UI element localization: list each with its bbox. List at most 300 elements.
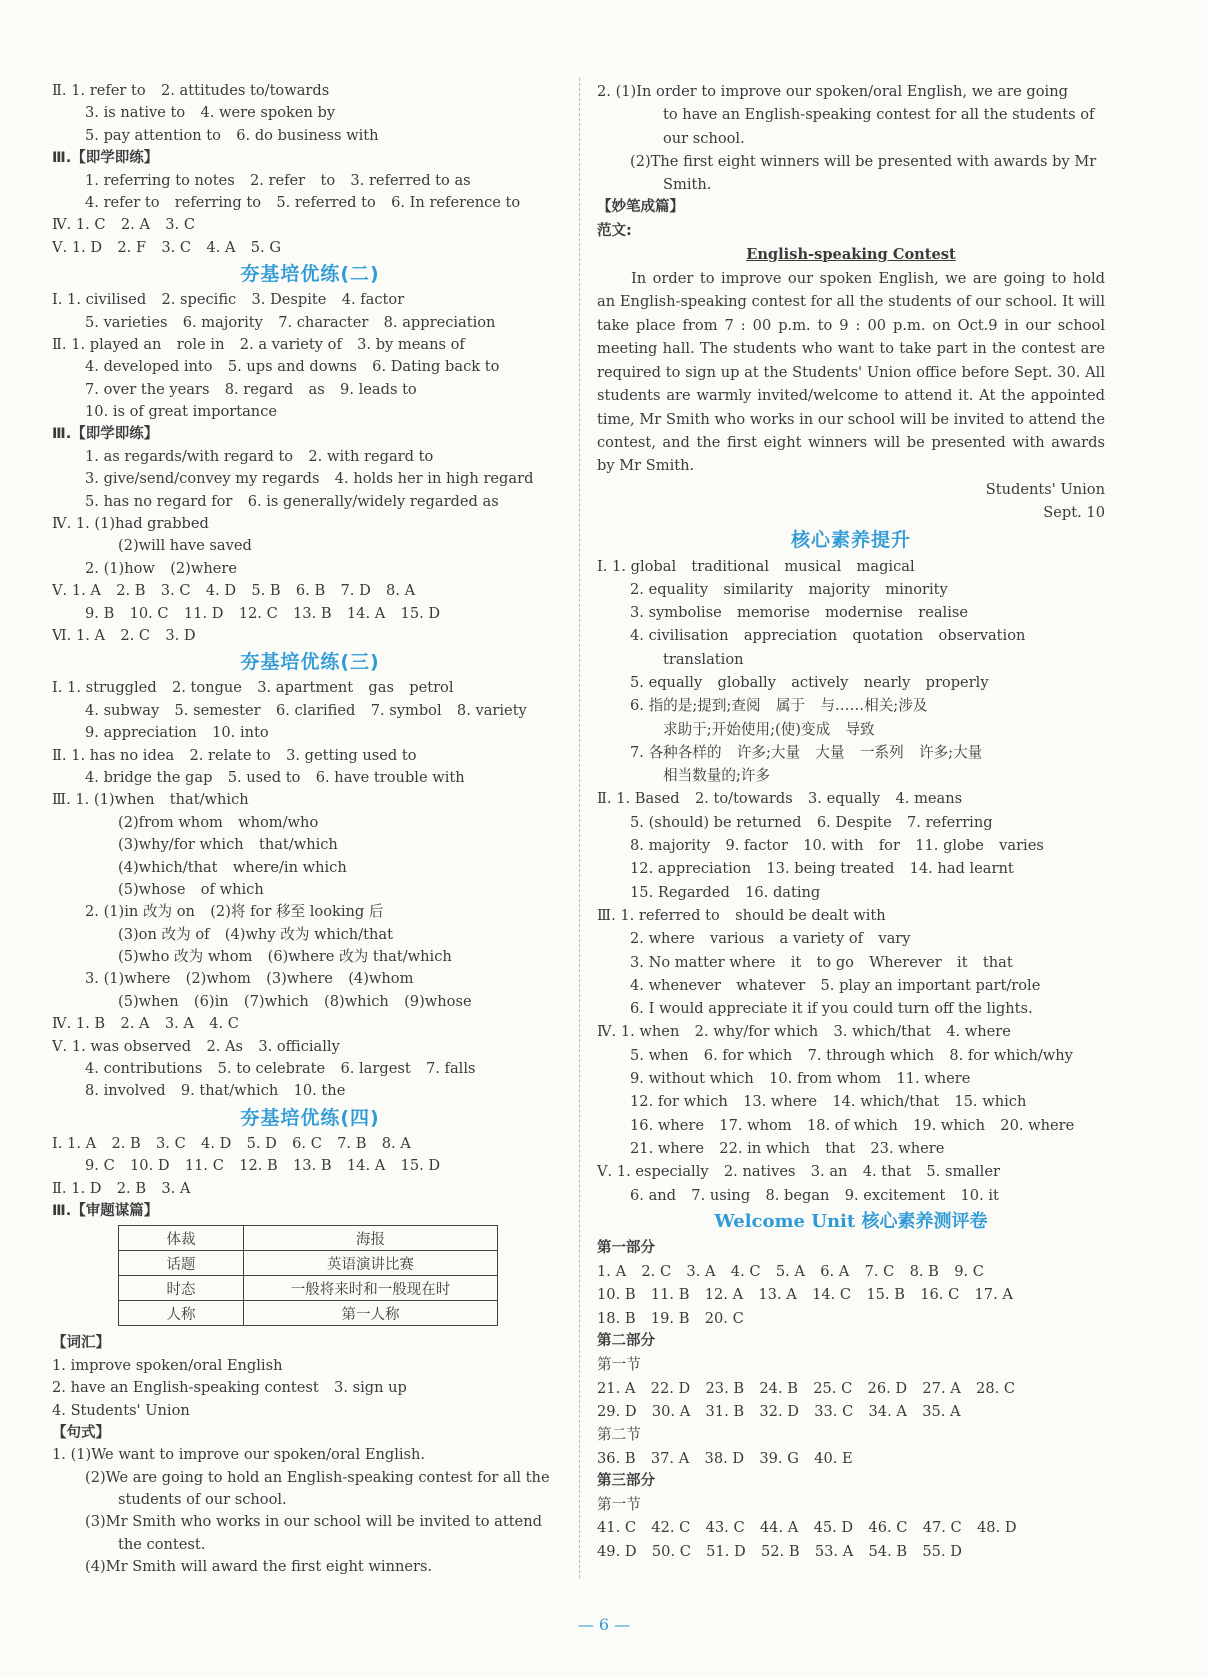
answer-text: 45. D [813,1519,854,1537]
answer-line [597,1447,1105,1470]
answer-text: 4. means [895,790,963,808]
answer-text: role in [176,335,225,353]
answer-text: 4. where [946,1023,1011,1041]
answer-text: 36. B [597,1449,636,1467]
answer-text: (5)when [118,992,179,1010]
answer-text: (2)The first eight winners will be presented with awards by Mr [630,152,1097,170]
answer-text: 18. of which [806,1116,898,1134]
answer-text: (4)which/that [118,858,218,876]
answer-text: 4. holds her in high regard [334,470,534,488]
answer-text: 许多;大量 [736,743,801,761]
answer-text: 4. refer to [85,193,160,211]
answer-text: 5. smaller [926,1163,1000,1181]
answer-text: 13. being treated [766,860,895,878]
answer-text: 20. C [704,1309,744,1327]
answer-text: 10. it [960,1186,999,1204]
answer-text: 26. D [867,1379,908,1397]
answer-text: 2. B [111,1134,141,1152]
answer-text: 9. B [85,604,115,622]
answer-text: 相当数量的;许多 [663,767,771,785]
answer-text: should be dealt with [735,906,886,924]
answer-text: Ⅰ. 1. A [52,1134,97,1152]
answer-text: properly [925,674,989,691]
answer-text: 4. were spoken by [200,104,336,122]
answer-text: 6. for which [703,1046,793,1064]
answer-line [597,694,1105,717]
answer-line [597,80,1105,103]
answer-line [52,603,568,625]
answer-line [597,1353,1105,1376]
answer-line [597,741,1105,764]
answer-text: 2. F [117,238,147,256]
answer-text: 7. over the years [85,380,210,398]
answer-text: 5. semester [174,701,261,719]
answer-text: as [308,380,325,398]
answer-line [52,558,568,580]
answer-text: 6. B [295,582,326,600]
answer-line [597,974,1105,997]
answer-line [597,173,1105,196]
answer-text: 第二部分 [597,1333,655,1350]
answer-line [52,1400,568,1422]
answer-text: 4. C [209,1015,239,1033]
answer-line [52,722,568,744]
answer-text: 5. varieties [85,313,168,331]
answer-text: 22. in which [719,1139,810,1157]
answer-line [52,812,568,834]
answer-text: 10. D [130,1157,170,1175]
answer-text: 6. do business with [236,126,379,144]
answer-text: 52. B [760,1542,800,1560]
answer-text: 5. G [250,238,281,256]
answer-line [52,125,568,147]
answer-text: 4. A [206,238,236,256]
answer-text: 6. and [630,1186,677,1204]
answer-text: 19. which [913,1116,986,1134]
answer-text: 6. A [820,1263,850,1281]
sub-heading [597,1470,1105,1493]
answer-text: that/which [169,791,249,809]
answer-text: 17. A [974,1286,1013,1304]
answer-line [597,624,1105,647]
answer-text: 2. C [120,626,151,644]
answer-text: 23. B [705,1379,745,1397]
essay-signature: Students' Union [985,480,1105,498]
answer-text: petrol [409,679,454,697]
answer-text: 2. relate to [189,746,271,764]
answer-text: (2)from whom [118,813,223,831]
answer-text: 4. factor [341,291,405,309]
answer-text: 23. where [870,1139,945,1157]
answer-text: 【词汇】 [52,1335,110,1352]
answer-text: 2. B [116,582,146,600]
answer-line [597,578,1105,601]
answer-text: Ⅳ. 1. B [52,1015,106,1033]
answer-text: 25. C [813,1379,853,1397]
sub-heading [597,1330,1105,1353]
answer-text: 6. C [292,1134,322,1152]
answer-line [52,1444,568,1466]
answer-text: 9. C [954,1263,984,1281]
answer-line [52,1155,568,1177]
answer-text: 3. officially [258,1037,340,1055]
answer-text: 2. refer [249,171,306,189]
answer-line [52,1178,568,1200]
answer-text: that/which [258,836,338,854]
answer-text: 14. A [346,604,386,622]
answer-line [52,214,568,236]
essay-date: Sept. 10 [1043,504,1105,522]
answer-line [597,764,1105,787]
answer-text: 12. appreciation [630,860,752,878]
answer-text: 14. A [346,1157,386,1175]
answer-text: 8. majority [630,837,711,855]
answer-text: 7. character [278,313,369,331]
answer-text: 2. tongue [171,679,242,697]
answer-text: referring to [174,193,262,211]
answer-text: 4. D [201,1134,232,1152]
answer-line [52,700,568,722]
answer-line [52,1489,568,1511]
analysis-label: 话题 [119,1251,244,1276]
answer-line [597,1377,1105,1400]
answer-text: 5. B [251,582,281,600]
answer-line [52,1080,568,1102]
answer-text: 16. where [630,1116,704,1134]
answer-text: 4. subway [85,701,160,719]
answer-text: 10. is of great importance [85,403,278,421]
answer-text: 2. specific [161,291,237,309]
answer-text: 3. C [160,582,191,600]
answer-text: 第一节 [597,1356,641,1374]
answer-text: Ⅳ. 1. C [52,216,106,234]
answer-text: 43. C [705,1519,745,1537]
answer-line [597,1493,1105,1516]
answer-text: where/in which [232,858,347,876]
answer-line [597,1400,1105,1423]
page-number: — 6 — [577,1615,631,1634]
answer-line [52,857,568,879]
answer-text: 9. leads to [340,380,417,398]
answer-text: (6)where 改为 that/which [267,948,452,966]
answer-text: to [320,171,336,189]
answer-text: 10. with [803,837,864,855]
answer-line [52,1036,568,1058]
answer-text: 2. B [116,1179,147,1197]
answer-line [597,811,1105,834]
answer-text: 19. B [650,1309,690,1327]
answer-text: 2. C [641,1263,672,1281]
answer-text: that [825,1139,856,1157]
answer-text: to go [816,953,854,971]
essay-title: English-speaking Contest [746,246,956,264]
answer-text: 55. D [922,1542,962,1560]
answer-line [597,787,1105,810]
answer-line [52,1355,568,1377]
answer-text: 6. Dating back to [372,358,500,376]
answer-text: of which [200,880,264,898]
answer-text: Ⅴ. 1. D [52,238,103,256]
answer-text: 2. (1)how [85,559,155,577]
answer-line [52,767,568,789]
answer-text: 夯基培优练(四) [240,1106,380,1129]
answer-text: 8. appreciation [383,313,496,331]
sub-heading [52,1422,568,1444]
answer-text: 2. A [120,216,150,234]
answer-text: Ⅰ. 1. global [597,557,677,575]
answer-text: 35. A [922,1402,961,1420]
answer-text: 18. B [597,1309,636,1327]
answer-text: to have an English-speaking contest for all the students of [663,106,1095,124]
section-heading [597,1207,1105,1237]
answer-text: (7)which [243,992,309,1010]
answer-text: 1. as regards/with regard to [85,447,294,465]
answer-text: 15. which [954,1093,1027,1111]
analysis-table [118,1225,498,1326]
answer-line [52,745,568,767]
answer-text: 1. (1)We want to improve our spoken/oral English. [52,1446,426,1464]
answer-line [52,356,568,378]
answer-line [52,80,568,102]
answer-text: 42. C [651,1519,691,1537]
answer-text: memorise [737,604,810,622]
answer-line [597,103,1105,126]
answer-text: 3. getting used to [286,746,417,764]
answer-text: 44. A [759,1519,799,1537]
sub-heading [52,147,568,169]
answer-text: Ⅱ. 1. has no idea [52,746,175,764]
answer-text: 5. referred to [276,193,376,211]
answer-text: 2. equality [630,580,709,598]
answer-text: 7. referring [907,813,993,831]
answer-text: 15. Regarded [630,883,730,901]
section-heading [52,259,568,289]
answer-line [597,671,1105,694]
answer-text: 34. A [868,1402,907,1420]
answer-text: 求助于;开始使用;(使)变成 [663,720,831,738]
answer-text: 14. C [812,1286,852,1304]
answer-text: (5)who 改为 whom [118,948,253,966]
answer-text: various [709,930,765,948]
answer-text: 12. B [239,1157,278,1175]
right-column [597,80,1105,1563]
answer-text: Ⅱ. 1. played an [52,335,162,353]
answer-text: (2)will have saved [118,537,252,555]
answer-line [52,1534,568,1556]
answer-text: 51. D [706,1542,746,1560]
answer-text: globally [717,674,776,691]
section-heading [52,647,568,677]
answer-text: 2. (1)in 改为 on [85,903,195,921]
answer-line [597,951,1105,974]
answer-text: 9. factor [725,837,788,855]
answer-text: 3. No matter where [630,953,776,971]
answer-text: 9. that/which [180,1082,279,1100]
answer-text: actively [791,674,849,691]
answer-text: 5. pay attention to [85,126,221,144]
answer-text: 38. D [704,1449,745,1467]
answer-text: 3. Despite [251,291,327,309]
answer-text: 3. A [164,1015,194,1033]
answer-text: 3. is native to [85,104,186,122]
answer-text: 3. symbolise [630,604,722,622]
right-top-answers [597,80,1105,243]
answer-text: 大量 [815,743,845,761]
answer-text: 40. E [814,1449,853,1467]
answer-text: 6. Despite [816,813,892,831]
answer-text: 3. by means of [357,335,465,353]
answer-text: Ⅰ. 1. civilised [52,291,147,309]
answer-text: 7. symbol [370,701,442,719]
answer-text: 48. D [977,1519,1017,1537]
answer-text: 4. developed into [85,358,213,376]
answer-line [52,102,568,124]
answer-text: 14. which/that [832,1093,940,1111]
analysis-value: 海报 [244,1226,498,1251]
answer-line [597,927,1105,950]
answer-text: Ⅵ. 1. A [52,626,106,644]
answer-text: 3. C [161,238,192,256]
answer-text: 4. whenever [630,976,721,994]
answer-text: 3. which/that [833,1023,931,1041]
answer-text: minority [885,580,948,598]
model-essay [597,243,1105,524]
answer-text: 2. where [630,930,695,948]
answer-text: 9. excitement [844,1186,946,1204]
answer-text: 导致 [845,720,875,738]
answer-text: 33. C [814,1402,854,1420]
answer-line [52,513,568,535]
answer-line [597,601,1105,624]
answer-line [597,1540,1105,1563]
answer-line [597,1044,1105,1067]
answer-text: Ⅴ. 1. especially [597,1163,709,1181]
answer-line [52,401,568,423]
answer-text: 7. using [691,1186,751,1204]
answer-line [52,334,568,356]
answer-text: 12. for which [630,1093,728,1111]
answer-line [52,170,568,192]
answer-text: 16. dating [745,883,821,901]
answer-line [597,648,1105,671]
answer-text: 47. C [922,1519,962,1537]
answer-text: 13. where [743,1093,818,1111]
answer-line [52,379,568,401]
answer-line [52,879,568,901]
answer-text: students of our school. [118,1491,287,1509]
answer-text: 核心素养提升 [790,528,911,551]
answer-line [52,901,568,923]
answer-text: 28. C [976,1379,1016,1397]
answer-text: 夯基培优练(三) [240,651,380,674]
answer-text: 第三部分 [597,1472,655,1489]
answer-text: Ⅰ. 1. struggled [52,679,157,697]
answer-text: 3. C [165,216,195,234]
answer-text: 27. A [922,1379,961,1397]
answer-text: 2. A [120,1015,150,1033]
answer-text: 一系列 [859,743,904,761]
answer-text: majority [808,580,871,598]
answer-text: 12. C [238,604,278,622]
answer-text: 5. D [246,1134,277,1152]
answer-text: Welcome Unit 核心素养测评卷 [714,1210,988,1232]
answer-text: 15. D [400,604,441,622]
answer-text: 5. when [630,1046,689,1064]
answer-text: 5. ups and downs [227,358,357,376]
answer-text: 4. Students' Union [52,1401,190,1419]
answer-text: 属于 [775,697,806,715]
answer-text: 1. referring to notes [85,171,235,189]
answer-text: 53. A [814,1542,854,1560]
answer-text: translation [663,650,744,668]
answer-line [52,1511,568,1533]
answer-text: 4. C [730,1263,761,1281]
analysis-value: 第一人称 [244,1301,498,1326]
answer-line [597,881,1105,904]
answer-text: whatever [736,976,806,994]
answer-text: 3. A [686,1263,716,1281]
answer-text: a variety of [779,930,864,948]
answer-text: 10. B [597,1286,636,1304]
answer-text: 8. began [765,1186,830,1204]
answer-text: 30. A [651,1402,691,1420]
answer-text: 10. from whom [769,1070,882,1088]
answer-text: traditional [691,557,770,575]
answer-text: 9. appreciation [85,724,197,742]
answer-text: 2. attitudes to/towards [160,82,330,99]
answer-text: 15. D [400,1157,441,1175]
answer-line [597,1067,1105,1090]
answer-line [52,834,568,856]
answer-text: 16. C [920,1286,960,1304]
answer-text: 9. C [85,1157,115,1175]
answer-text: (8)which [324,992,389,1010]
answer-text: 5. play an important part/role [820,976,1041,994]
answer-line [52,1556,568,1578]
answer-text: 10. C [129,604,169,622]
answer-line [597,1160,1105,1183]
answer-line [597,1184,1105,1207]
answer-text: (2)where [170,559,238,577]
sub-heading [597,220,1105,243]
answer-text: 2. (1)In order to improve our spoken/oral English, we are going [597,83,1068,100]
answer-text: 21. where [630,1139,704,1157]
answer-text: 第二节 [597,1426,641,1444]
answer-text: 8. involved [85,1082,166,1100]
answer-line [52,991,568,1013]
answer-line [597,1020,1105,1043]
left-column [52,80,568,1579]
answer-text: 13. A [758,1286,797,1304]
answer-text: 4. bridge the gap [85,768,213,786]
answer-text: 【妙笔成篇】 [597,199,684,216]
essay-body: In order to improve our spoken English, we are going to hold an English-speaking contest for all the students of our school. It will take place from 7 : 00 p.m. to 9 : 00 p.m. on Oct.9 in our school meeting hall. The students who want to take part in the contest are required to sign up at the Students' Union office before Sept. 30. All students are warmly invited/welcome to attend it. At the appointed time, Mr Smith who works in our school will be invited to attend the contest, and the first eight winners will be presented with awards by Mr Smith. [597,270,1105,475]
answer-text: 5. equally [630,674,703,691]
answer-text: it [790,953,802,971]
answer-text: 4. contributions [85,1060,203,1078]
answer-text: 22. D [650,1379,691,1397]
answer-text: (3)Mr Smith who works in our school will be invited to attend [85,1513,542,1531]
answer-text: 17. whom [719,1116,792,1134]
answer-text: (4)Mr Smith will award the first eight winners. [85,1558,433,1576]
answer-text: 9. without which [630,1070,754,1088]
answer-line [52,924,568,946]
answer-text: 3. D [165,626,196,644]
answer-text: 21. A [597,1379,636,1397]
answer-text: 7. C [864,1263,895,1281]
answer-text: (2)将 for 移至 looking 后 [210,903,384,921]
answer-text: Ⅳ. 1. (1)had grabbed [52,515,209,533]
